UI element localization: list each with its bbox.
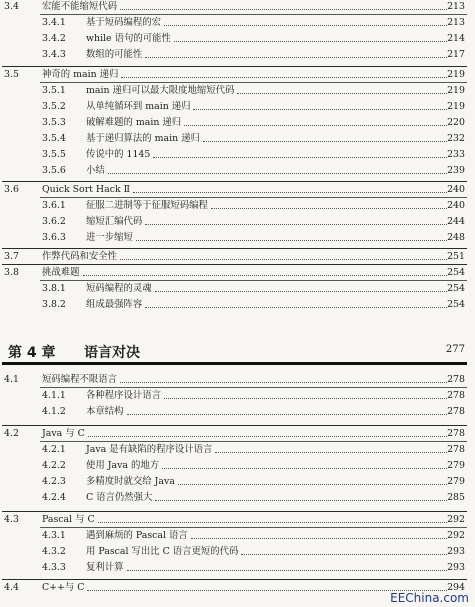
- toc-title: 破解难题的 main 递归: [86, 117, 182, 128]
- dot-leader: [145, 57, 447, 58]
- toc-number: 3.8.2: [42, 299, 66, 310]
- toc-page-number: 278: [447, 428, 465, 439]
- dot-leader: [155, 291, 447, 292]
- toc-number: 3.5.3: [42, 117, 66, 128]
- toc-subsection-row: [0, 562, 475, 574]
- toc-title: 短码编程不限语言: [42, 374, 118, 385]
- dot-leader: [120, 382, 447, 383]
- toc-number: 4.1: [4, 374, 19, 385]
- toc-title: 复利计算: [86, 562, 124, 573]
- toc-section-row: [0, 267, 475, 279]
- dot-leader: [237, 93, 447, 94]
- toc-subsection-row: [0, 149, 475, 161]
- toc-number: 4.4: [4, 582, 19, 593]
- dot-leader: [121, 77, 447, 78]
- dot-leader: [83, 275, 448, 276]
- dot-leader: [164, 398, 447, 399]
- toc-number: 3.7: [4, 251, 19, 262]
- toc-number: 3.5: [4, 69, 19, 80]
- dot-leader: [133, 192, 447, 193]
- section-rule: [2, 425, 467, 426]
- toc-page-number: 278: [447, 444, 465, 455]
- toc-number: 3.5.2: [42, 101, 66, 112]
- toc-title: C++与 C: [42, 582, 85, 593]
- toc-title: main 递归可以最大限度地缩短代码: [86, 85, 235, 96]
- toc-title: 进一步缩短: [86, 232, 133, 243]
- toc-subsection-row: [0, 133, 475, 145]
- toc-page-number: 292: [447, 514, 465, 525]
- toc-number: 4.1.2: [42, 406, 66, 417]
- toc-page-number: 217: [447, 49, 465, 60]
- toc-page-number: 233: [447, 149, 465, 160]
- toc-subsection-row: [0, 406, 475, 418]
- toc-page-number: 293: [447, 562, 465, 573]
- dot-leader: [215, 452, 447, 453]
- toc-number: 3.6.3: [42, 232, 66, 243]
- toc-section-row: [0, 251, 475, 263]
- toc-page-number: 251: [447, 251, 465, 262]
- watermark: EEChina.com: [390, 591, 469, 605]
- toc-page-number: 239: [447, 165, 465, 176]
- toc-number: 4.2.4: [42, 492, 66, 503]
- dot-leader: [145, 224, 447, 225]
- toc-title: 作弊代码和安全性: [42, 251, 118, 262]
- toc-number: 3.8.1: [42, 283, 66, 294]
- dot-leader: [164, 25, 447, 26]
- toc-page-number: 293: [447, 546, 465, 557]
- toc-subsection-row: [0, 49, 475, 61]
- toc-page-number: 214: [447, 33, 465, 44]
- toc-title: 挑战难题: [42, 267, 80, 278]
- dot-leader: [193, 109, 447, 110]
- toc-subsection-row: [0, 476, 475, 488]
- toc-page-number: 244: [447, 216, 465, 227]
- toc-subsection-row: [0, 460, 475, 472]
- toc-number: 4.3.2: [42, 546, 66, 557]
- toc-page-number: 278: [447, 406, 465, 417]
- toc-section-row: [0, 1, 475, 13]
- toc-page-number: 219: [447, 69, 465, 80]
- dot-leader: [155, 500, 447, 501]
- toc-subsection-row: [0, 283, 475, 295]
- toc-title: 多精度时就交给 Java: [86, 476, 175, 487]
- toc-number: 4.3.3: [42, 562, 66, 573]
- dot-leader: [98, 522, 447, 523]
- toc-number: 4.3.1: [42, 530, 66, 541]
- toc-subsection-row: [0, 390, 475, 402]
- toc-page-number: 220: [447, 117, 465, 128]
- toc-subsection-row: [0, 232, 475, 244]
- chapter-page: 277: [445, 344, 465, 355]
- toc-section-row: [0, 374, 475, 386]
- toc-page-number: 254: [447, 299, 465, 310]
- toc-page-number: 279: [447, 460, 465, 471]
- dot-leader: [120, 9, 447, 10]
- toc-number: 3.5.4: [42, 133, 66, 144]
- section-rule: [2, 248, 467, 249]
- toc-subsection-row: [0, 33, 475, 45]
- toc-number: 3.4.2: [42, 33, 66, 44]
- toc-subsection-row: [0, 85, 475, 97]
- toc-title: Java 是有缺陷的程序设计语言: [86, 444, 213, 455]
- toc-number: 4.2.3: [42, 476, 66, 487]
- toc-title: 基于短码编程的宏: [86, 17, 162, 28]
- toc-subsection-row: [0, 492, 475, 504]
- toc-title: 使用 Java 的地方: [86, 460, 160, 471]
- toc-title: 宏能不能缩短代码: [42, 1, 118, 12]
- toc-section-row: [0, 69, 475, 81]
- toc-page-number: 232: [447, 133, 465, 144]
- dot-leader: [162, 468, 447, 469]
- dot-leader: [174, 41, 447, 42]
- dot-leader: [127, 414, 448, 415]
- dot-leader: [178, 484, 447, 485]
- dot-leader: [241, 554, 447, 555]
- toc-subsection-row: [0, 444, 475, 456]
- dot-leader: [191, 538, 447, 539]
- section-rule: [2, 66, 467, 67]
- dot-leader: [108, 173, 447, 174]
- dot-leader: [127, 570, 448, 571]
- toc-title: 本章结构: [86, 406, 124, 417]
- section-rule: [40, 82, 467, 83]
- toc-title: 小结: [86, 165, 105, 176]
- toc-title: 各种程序设计语言: [86, 390, 162, 401]
- toc-number: 4.2: [4, 428, 19, 439]
- dot-leader: [203, 141, 447, 142]
- toc-number: 3.8: [4, 267, 19, 278]
- toc-title: Quick Sort Hack Ⅱ: [42, 184, 130, 195]
- toc-page-number: 278: [447, 390, 465, 401]
- toc-page-number: 294: [447, 582, 465, 593]
- section-rule: [40, 387, 467, 388]
- toc-number: 4.1.1: [42, 390, 66, 401]
- toc-page-number: 240: [447, 200, 465, 211]
- toc-title: 组成最强阵容: [86, 299, 143, 310]
- toc-subsection-row: [0, 546, 475, 558]
- toc-number: 3.4: [4, 1, 19, 12]
- section-rule: [2, 181, 467, 182]
- toc-subsection-row: [0, 200, 475, 212]
- toc-page-number: 248: [447, 232, 465, 243]
- toc-page-number: 219: [447, 101, 465, 112]
- toc-number: 3.4.3: [42, 49, 66, 60]
- toc-number: 3.5.5: [42, 149, 66, 160]
- dot-leader: [88, 436, 447, 437]
- dot-leader: [184, 125, 447, 126]
- toc-section-row: [0, 514, 475, 526]
- toc-number: 4.2.2: [42, 460, 66, 471]
- toc-page-number: 279: [447, 476, 465, 487]
- section-rule: [2, 264, 467, 265]
- toc-subsection-row: [0, 17, 475, 29]
- toc-title: 征服二进制等于征服短码编程: [86, 200, 208, 211]
- section-rule: [40, 14, 467, 15]
- toc-title: 数组的可能性: [86, 49, 143, 60]
- toc-subsection-row: [0, 165, 475, 177]
- toc-page-number: 240: [447, 184, 465, 195]
- dot-leader: [153, 157, 447, 158]
- toc-page-number: 219: [447, 85, 465, 96]
- toc-page-number: 285: [447, 492, 465, 503]
- dot-leader: [145, 307, 447, 308]
- toc-title: 从单纯循环到 main 递归: [86, 101, 191, 112]
- toc-section-row: [0, 184, 475, 196]
- toc-section-row: [0, 428, 475, 440]
- toc-title: 神奇的 main 递归: [42, 69, 119, 80]
- section-rule: [2, 511, 467, 512]
- toc-number: 3.6.2: [42, 216, 66, 227]
- section-rule: [40, 527, 467, 528]
- section-rule: [40, 280, 467, 281]
- toc-number: 4.3: [4, 514, 19, 525]
- toc-number: 4.2.1: [42, 444, 66, 455]
- toc-number: 3.5.6: [42, 165, 66, 176]
- toc-number: 3.4.1: [42, 17, 66, 28]
- toc-title: while 语句的可能性: [86, 33, 171, 44]
- toc-page-number: 278: [447, 374, 465, 385]
- section-rule: [40, 197, 467, 198]
- dot-leader: [211, 208, 447, 209]
- dot-leader: [120, 259, 447, 260]
- toc-title: Java 与 C: [42, 428, 85, 439]
- chapter-divider: [2, 362, 467, 365]
- toc-number: 3.6: [4, 184, 19, 195]
- toc-title: 用 Pascal 写出比 C 语言更短的代码: [86, 546, 239, 557]
- toc-page-number: 254: [447, 267, 465, 278]
- toc-title: 短码编程的灵魂: [86, 283, 152, 294]
- toc-title: 基于递归算法的 main 递归: [86, 133, 200, 144]
- dot-leader: [136, 240, 447, 241]
- toc-title: 传说中的 1145: [86, 149, 151, 160]
- section-rule: [2, 579, 467, 580]
- toc-page-number: 213: [447, 1, 465, 12]
- toc-number: 3.5.1: [42, 85, 66, 96]
- toc-subsection-row: [0, 530, 475, 542]
- toc-page-number: 292: [447, 530, 465, 541]
- toc-page-number: 213: [447, 17, 465, 28]
- toc-title: 缩短汇编代码: [86, 216, 143, 227]
- chapter-heading: [2, 340, 465, 360]
- toc-title: 遇到麻烦的 Pascal 语言: [86, 530, 188, 541]
- toc-subsection-row: [0, 117, 475, 129]
- chapter-number: 第 4 章: [8, 345, 56, 361]
- toc-number: 3.6.1: [42, 200, 66, 211]
- section-rule: [40, 441, 467, 442]
- toc-title: C 语言仍然强大: [86, 492, 153, 503]
- toc-subsection-row: [0, 216, 475, 228]
- toc-subsection-row: [0, 101, 475, 113]
- chapter-title: 语言对决: [84, 345, 140, 361]
- toc-subsection-row: [0, 299, 475, 311]
- toc-title: Pascal 与 C: [42, 514, 95, 525]
- toc-page-number: 254: [447, 283, 465, 294]
